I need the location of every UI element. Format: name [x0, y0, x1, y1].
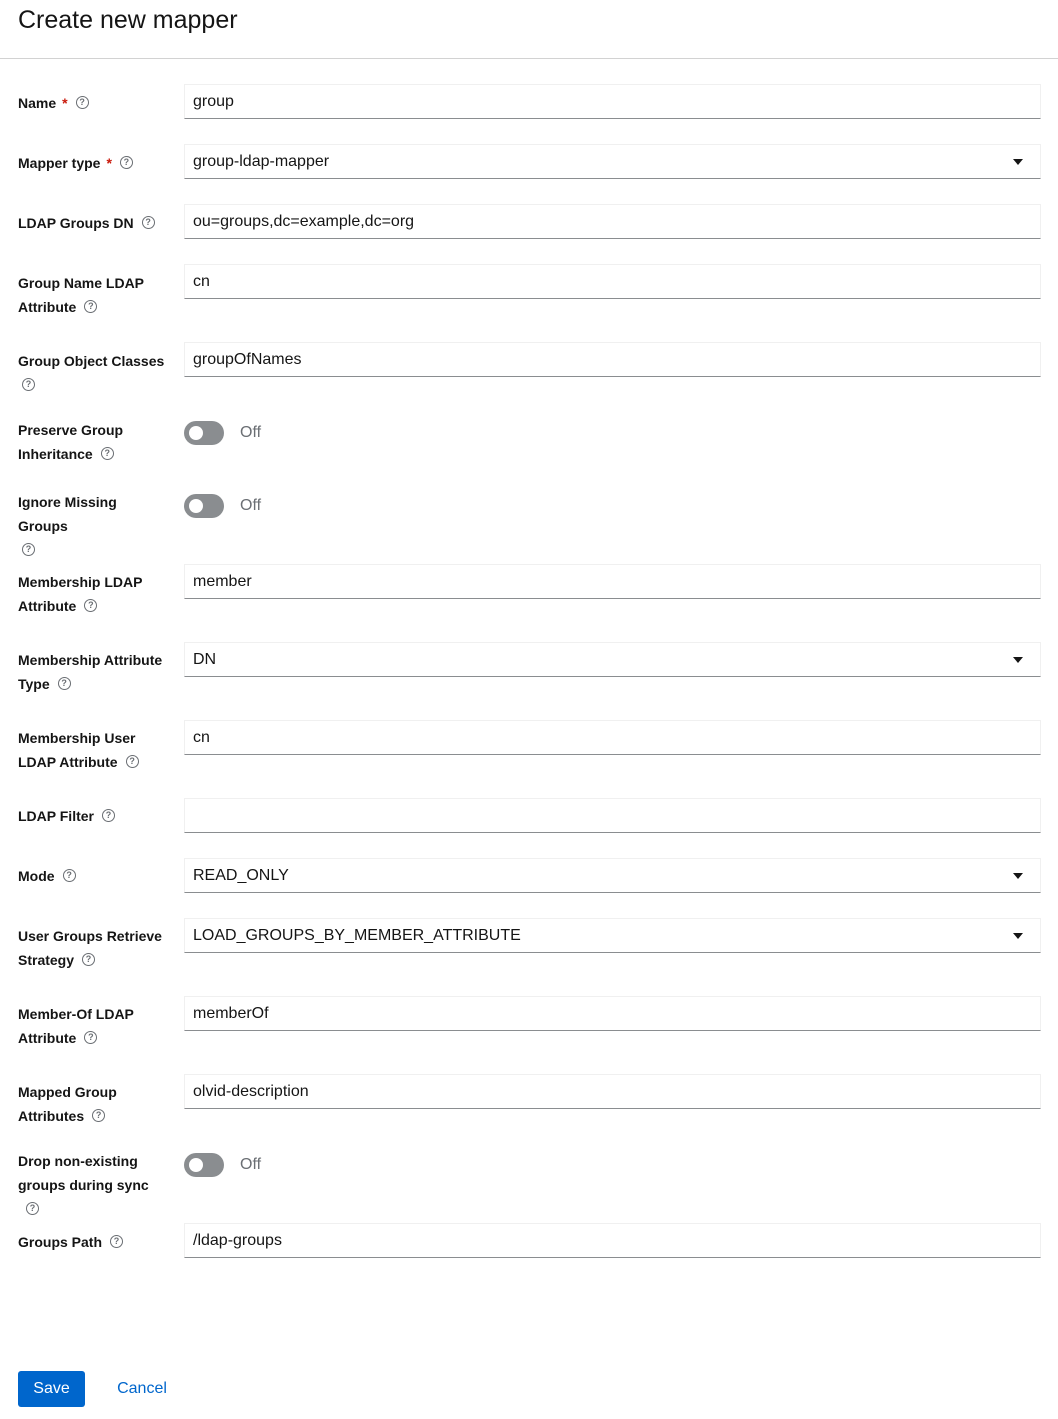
help-icon[interactable]: ?	[102, 809, 115, 822]
mapped-group-attributes-input[interactable]	[184, 1074, 1041, 1109]
ignore-missing-groups-state: Off	[240, 497, 262, 514]
membership-ldap-attribute-label: Membership LDAP Attribute ?	[18, 574, 143, 614]
membership-ldap-attribute-input[interactable]	[184, 564, 1041, 599]
page-header	[0, 0, 1058, 59]
ldap-filter-input[interactable]	[184, 798, 1041, 833]
member-of-ldap-attribute-label: Member-Of LDAP Attribute ?	[18, 1006, 134, 1046]
help-icon[interactable]: ?	[58, 677, 71, 690]
help-icon[interactable]: ?	[142, 216, 155, 229]
help-icon[interactable]: ?	[82, 953, 95, 966]
group-object-classes-label: Group Object Classes ?	[18, 353, 165, 389]
help-icon[interactable]: ?	[76, 96, 89, 109]
mapper-type-select[interactable]	[184, 144, 1041, 179]
help-icon[interactable]: ?	[101, 447, 114, 460]
membership-attribute-type-select[interactable]	[184, 642, 1041, 677]
help-icon[interactable]: ?	[84, 1031, 97, 1044]
help-icon[interactable]: ?	[92, 1109, 105, 1122]
ldap-filter-label: LDAP Filter ?	[18, 804, 168, 828]
group-name-ldap-attribute-label: Group Name LDAP Attribute ?	[18, 275, 145, 315]
groups-path-input[interactable]	[184, 1223, 1041, 1258]
help-icon[interactable]: ?	[84, 599, 97, 612]
help-icon[interactable]: ?	[63, 869, 76, 882]
page-title: Create new mapper	[18, 6, 238, 34]
switch-knob	[189, 499, 203, 513]
help-icon[interactable]: ?	[22, 543, 35, 556]
help-icon[interactable]: ?	[22, 378, 35, 391]
help-icon[interactable]: ?	[126, 755, 139, 768]
member-of-ldap-attribute-input[interactable]	[184, 996, 1041, 1031]
ignore-missing-groups-switch[interactable]	[184, 494, 224, 518]
caret-down-icon	[1013, 657, 1023, 663]
group-name-ldap-attribute-input[interactable]	[184, 264, 1041, 299]
help-icon[interactable]: ?	[110, 1235, 123, 1248]
switch-knob	[189, 426, 203, 440]
ldap-groups-dn-label: LDAP Groups DN ?	[18, 211, 168, 235]
mapper-type-label: Mapper type * ?	[18, 151, 168, 175]
mapped-group-attributes-label: Mapped Group Attributes ?	[18, 1084, 117, 1124]
caret-down-icon	[1013, 933, 1023, 939]
drop-non-existing-groups-state: Off	[240, 1156, 262, 1173]
save-button[interactable]: Save	[18, 1371, 85, 1407]
mode-value: READ_ONLY	[193, 867, 289, 884]
membership-attribute-type-value: DN	[193, 651, 217, 668]
groups-path-label: Groups Path ?	[18, 1230, 168, 1254]
caret-down-icon	[1013, 159, 1023, 165]
preserve-group-inheritance-switch[interactable]	[184, 421, 224, 445]
drop-non-existing-groups-switch[interactable]	[184, 1153, 224, 1177]
cancel-button[interactable]: Cancel	[101, 1371, 183, 1407]
name-label: Name * ?	[18, 91, 168, 115]
preserve-group-inheritance-state: Off	[240, 424, 262, 441]
user-groups-retrieve-strategy-select[interactable]	[184, 918, 1041, 953]
ldap-groups-dn-input[interactable]	[184, 204, 1041, 239]
ignore-missing-groups-label: Ignore Missing Groups ?	[18, 494, 117, 554]
user-groups-retrieve-strategy-value: LOAD_GROUPS_BY_MEMBER_ATTRIBUTE	[193, 927, 521, 944]
help-icon[interactable]: ?	[26, 1202, 39, 1215]
drop-non-existing-groups-label: Drop non-existing groups during sync?	[18, 1153, 149, 1213]
caret-down-icon	[1013, 873, 1023, 879]
mode-label: Mode ?	[18, 864, 168, 888]
preserve-group-inheritance-label: Preserve Group Inheritance ?	[18, 422, 124, 462]
required-indicator: *	[62, 95, 68, 111]
switch-knob	[189, 1158, 203, 1172]
name-input[interactable]	[184, 84, 1041, 119]
group-object-classes-input[interactable]	[184, 342, 1041, 377]
help-icon[interactable]: ?	[120, 156, 133, 169]
mode-select[interactable]	[184, 858, 1041, 893]
mapper-type-value: group-ldap-mapper	[193, 153, 330, 170]
user-groups-retrieve-strategy-label: User Groups Retrieve Strategy ?	[18, 928, 162, 968]
membership-user-ldap-attribute-input[interactable]	[184, 720, 1041, 755]
membership-user-ldap-attribute-label: Membership User LDAP Attribute ?	[18, 726, 168, 774]
help-icon[interactable]: ?	[84, 300, 97, 313]
membership-attribute-type-label: Membership Attribute Type ?	[18, 652, 163, 692]
required-indicator: *	[106, 155, 112, 171]
